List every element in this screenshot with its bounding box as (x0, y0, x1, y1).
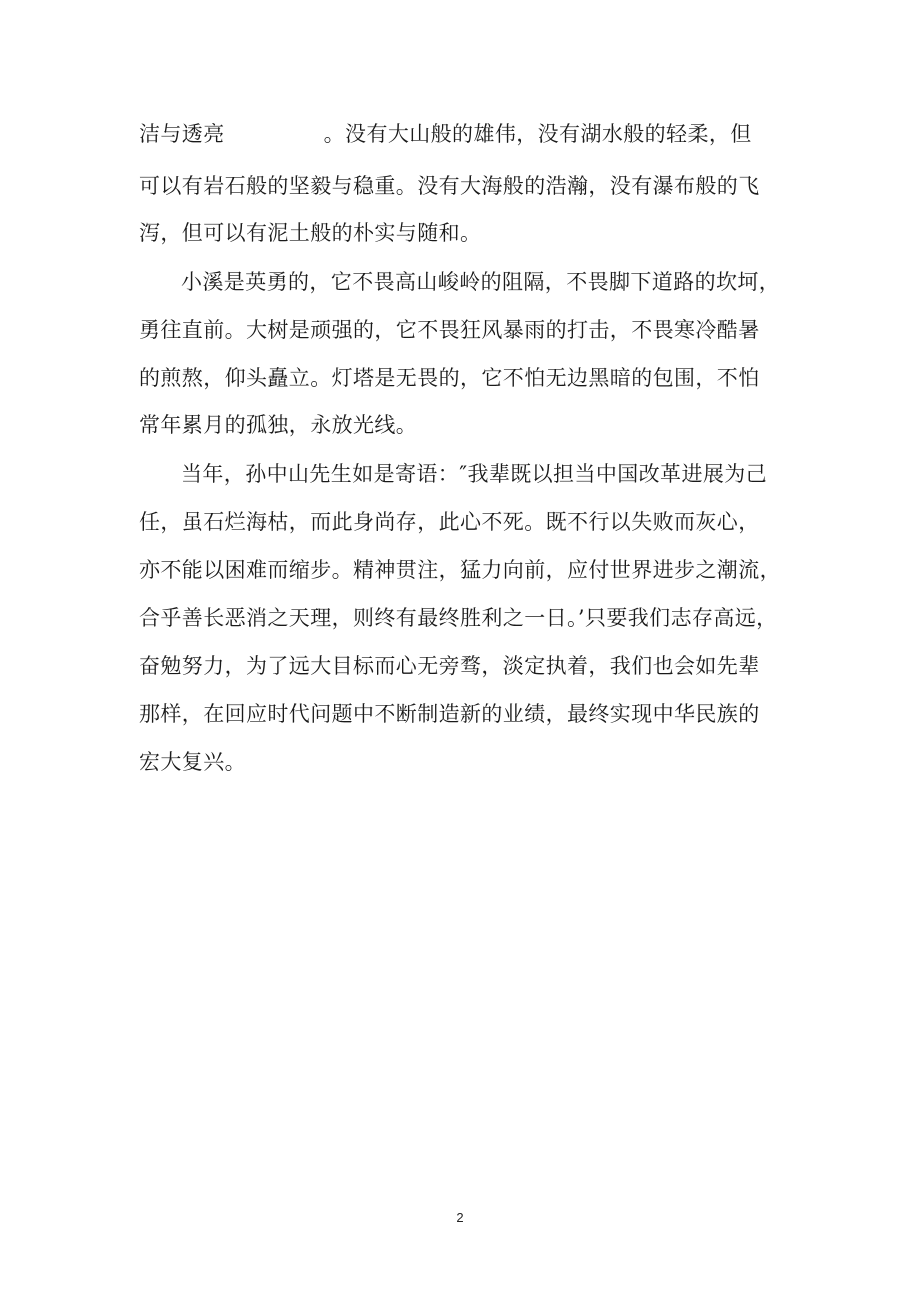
paragraph-2-line-3: 的煎熬，仰头矗立。灯塔是无畏的，它不怕无边黑暗的包围，不怕 (139, 366, 760, 390)
paragraph-3-line-2: 任，虽石烂海枯，而此身尚存，此心不死。既不行以失败而灰心， (139, 510, 760, 534)
paragraph-2-line-1: 小溪是英勇的，它不畏高山峻岭的阻隔，不畏脚下道路的坎坷， (181, 270, 781, 294)
page-number: 2 (456, 1210, 464, 1225)
paragraph-1-line-1: 洁与透亮 。没有大山般的雄伟，没有湖水般的轻柔，但 (139, 122, 752, 146)
paragraph-2-line-4: 常年累月的孤独，永放光线。 (139, 413, 418, 437)
paragraph-3-line-3: 亦不能以困难而缩步。精神贯注，猛力向前，应付世界进步之潮流， (139, 558, 781, 582)
paragraph-2-line-2: 勇往直前。大树是顽强的，它不畏狂风暴雨的打击，不畏寒冷酷暑 (139, 318, 760, 342)
paragraph-3-line-7: 宏大复兴。 (139, 750, 246, 774)
paragraph-3-line-5: 奋勉努力，为了远大目标而心无旁骛，淡定执着，我们也会如先辈 (139, 654, 760, 678)
paragraph-1-line-3: 泻，但可以有泥土般的朴实与随和。 (139, 221, 482, 245)
paragraph-3-line-1: 当年，孙中山先生如是寄语：″我辈既以担当中国改革进展为己 (181, 462, 768, 486)
paragraph-1-line-2: 可以有岩石般的坚毅与稳重。没有大海般的浩瀚，没有瀑布般的飞 (139, 174, 760, 198)
paragraph-3-line-4: 合乎善长恶消之天理，则终有最终胜利之一日。’只要我们志存高远， (139, 606, 778, 630)
paragraph-3-line-6: 那样，在回应时代问题中不断制造新的业绩，最终实现中华民族的 (139, 702, 760, 726)
